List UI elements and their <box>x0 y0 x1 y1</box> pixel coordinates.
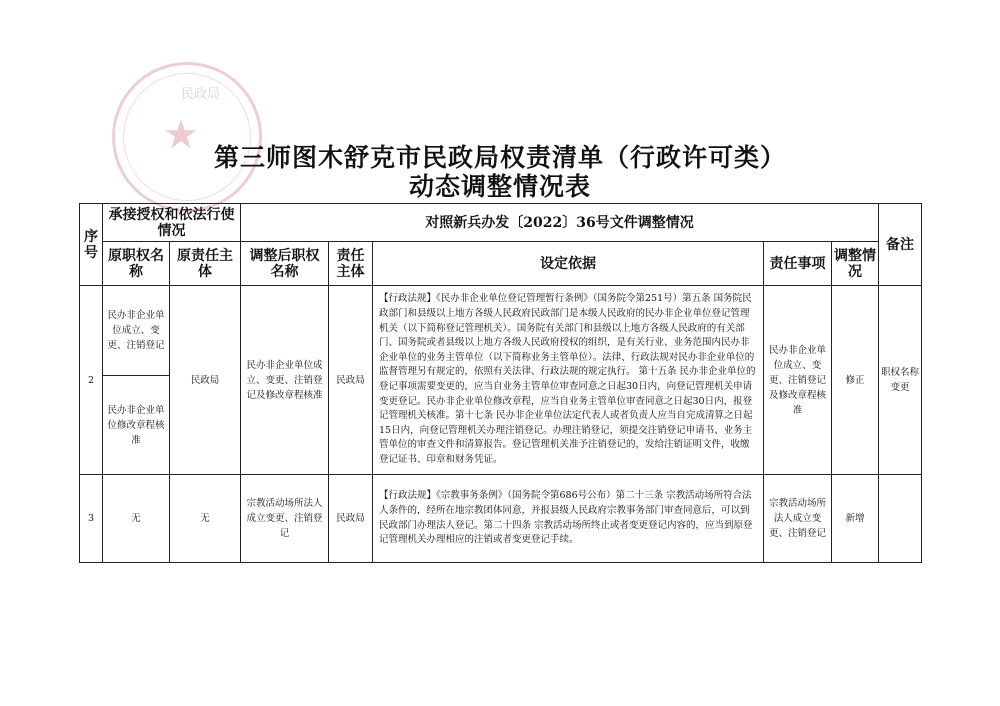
header-seq: 序号 <box>80 204 103 286</box>
row-new-name: 民办非企业单位成立、变更、注销登记及修改章程核准 <box>241 286 329 475</box>
seal-text: 民政局 <box>181 87 221 102</box>
header-group-left: 承接授权和依法行使情况 <box>103 204 241 242</box>
rights-table <box>79 203 922 563</box>
header-group-right: 对照新兵办发〔2022〕36号文件调整情况 <box>241 204 879 242</box>
page-title: 第三师图木舒克市民政局权责清单（行政许可类） <box>213 143 786 172</box>
header-orig-subject: 原责任主体 <box>170 242 241 286</box>
row-remark <box>879 475 922 563</box>
table-row <box>80 286 922 376</box>
row-orig-subject: 民政局 <box>170 286 241 475</box>
row-basis: 【行政法规】《宗教事务条例》（国务院令第686号公布）第二十三条 宗教活动场所符合法人条件的，经所在地宗教团体同意，并报县级人民政府宗教事务部门审查同意后，可以到民政部门办理法人登记。第二十四条 宗教活动场所终止或者变更登记内容的，应当到原登记管理机关办理相应的注销或者变更登记手续。 <box>373 475 764 563</box>
row-seq: 2 <box>80 286 103 475</box>
row-new-name: 宗教活动场所法人成立变更、注销登记 <box>241 475 329 563</box>
header-adjust: 调整情况 <box>832 242 879 286</box>
row-basis: 【行政法规】《民办非企业单位登记管理暂行条例》（国务院令第251号）第五条 国务院民政部门和县级以上地方各级人民政府民政部门是本级人民政府的民办非企业单位登记管理机关（以下简称登记管理机关）。国务院有关部门和县级以上地方各级人民政府的有关部门、国务院或者县级以上地方各级人民政府授权的组织，是有关行业、业务范围内民办非企业单位的业务主管单位（以下简称业务主管单位）。法律、行政法规对民办非企业单位的监督管理另有规定的，依照有关法律、行政法规的规定执行。 第十五条 民办非企业单位的登记事项需要变更的，应当自业务主管单位审查同意之日起30日内，向登记管理机关申请变更登记。民办非企业单位修改章程，应当自业务主管单位审查同意之日起30日内，报登记管理机关核准。第十七条 民办非企业单位法定代表人或者负责人应当自完成清算之日起15日内，向登记管理机关办理注销登记。办理注销登记，须提交注销登记申请书、业务主管单位的审查文件和清算报告。登记管理机关准予注销登记的，发给注销证明文件，收缴登记证书、印章和财务凭证。 <box>373 286 764 475</box>
header-remark: 备注 <box>879 204 922 286</box>
row-subject: 民政局 <box>329 286 373 475</box>
header-orig-name: 原职权名称 <box>103 242 170 286</box>
page-subtitle: 动态调整情况表 <box>408 172 591 201</box>
header-basis: 设定依据 <box>373 242 764 286</box>
header-subject: 责任主体 <box>329 242 373 286</box>
row-orig-name-a: 民办非企业单位成立、变更、注销登记 <box>103 286 170 376</box>
row-adjust: 修正 <box>832 286 879 475</box>
header-new-name: 调整后职权名称 <box>241 242 329 286</box>
row-adjust: 新增 <box>832 475 879 563</box>
table-row <box>80 475 922 563</box>
row-matters: 宗教活动场所法人成立变更、注销登记 <box>764 475 832 563</box>
row-seq: 3 <box>80 475 103 563</box>
header-matters: 责任事项 <box>764 242 832 286</box>
row-subject: 民政局 <box>329 475 373 563</box>
row-orig-name-b: 民办非企业单位修改章程核准 <box>103 376 170 475</box>
row-orig-name: 无 <box>103 475 170 563</box>
star-icon: ★ <box>163 112 199 158</box>
row-matters: 民办非企业单位成立、变更、注销登记及修改章程核准 <box>764 286 832 475</box>
row-remark: 职权名称变更 <box>879 286 922 475</box>
row-orig-subject: 无 <box>170 475 241 563</box>
